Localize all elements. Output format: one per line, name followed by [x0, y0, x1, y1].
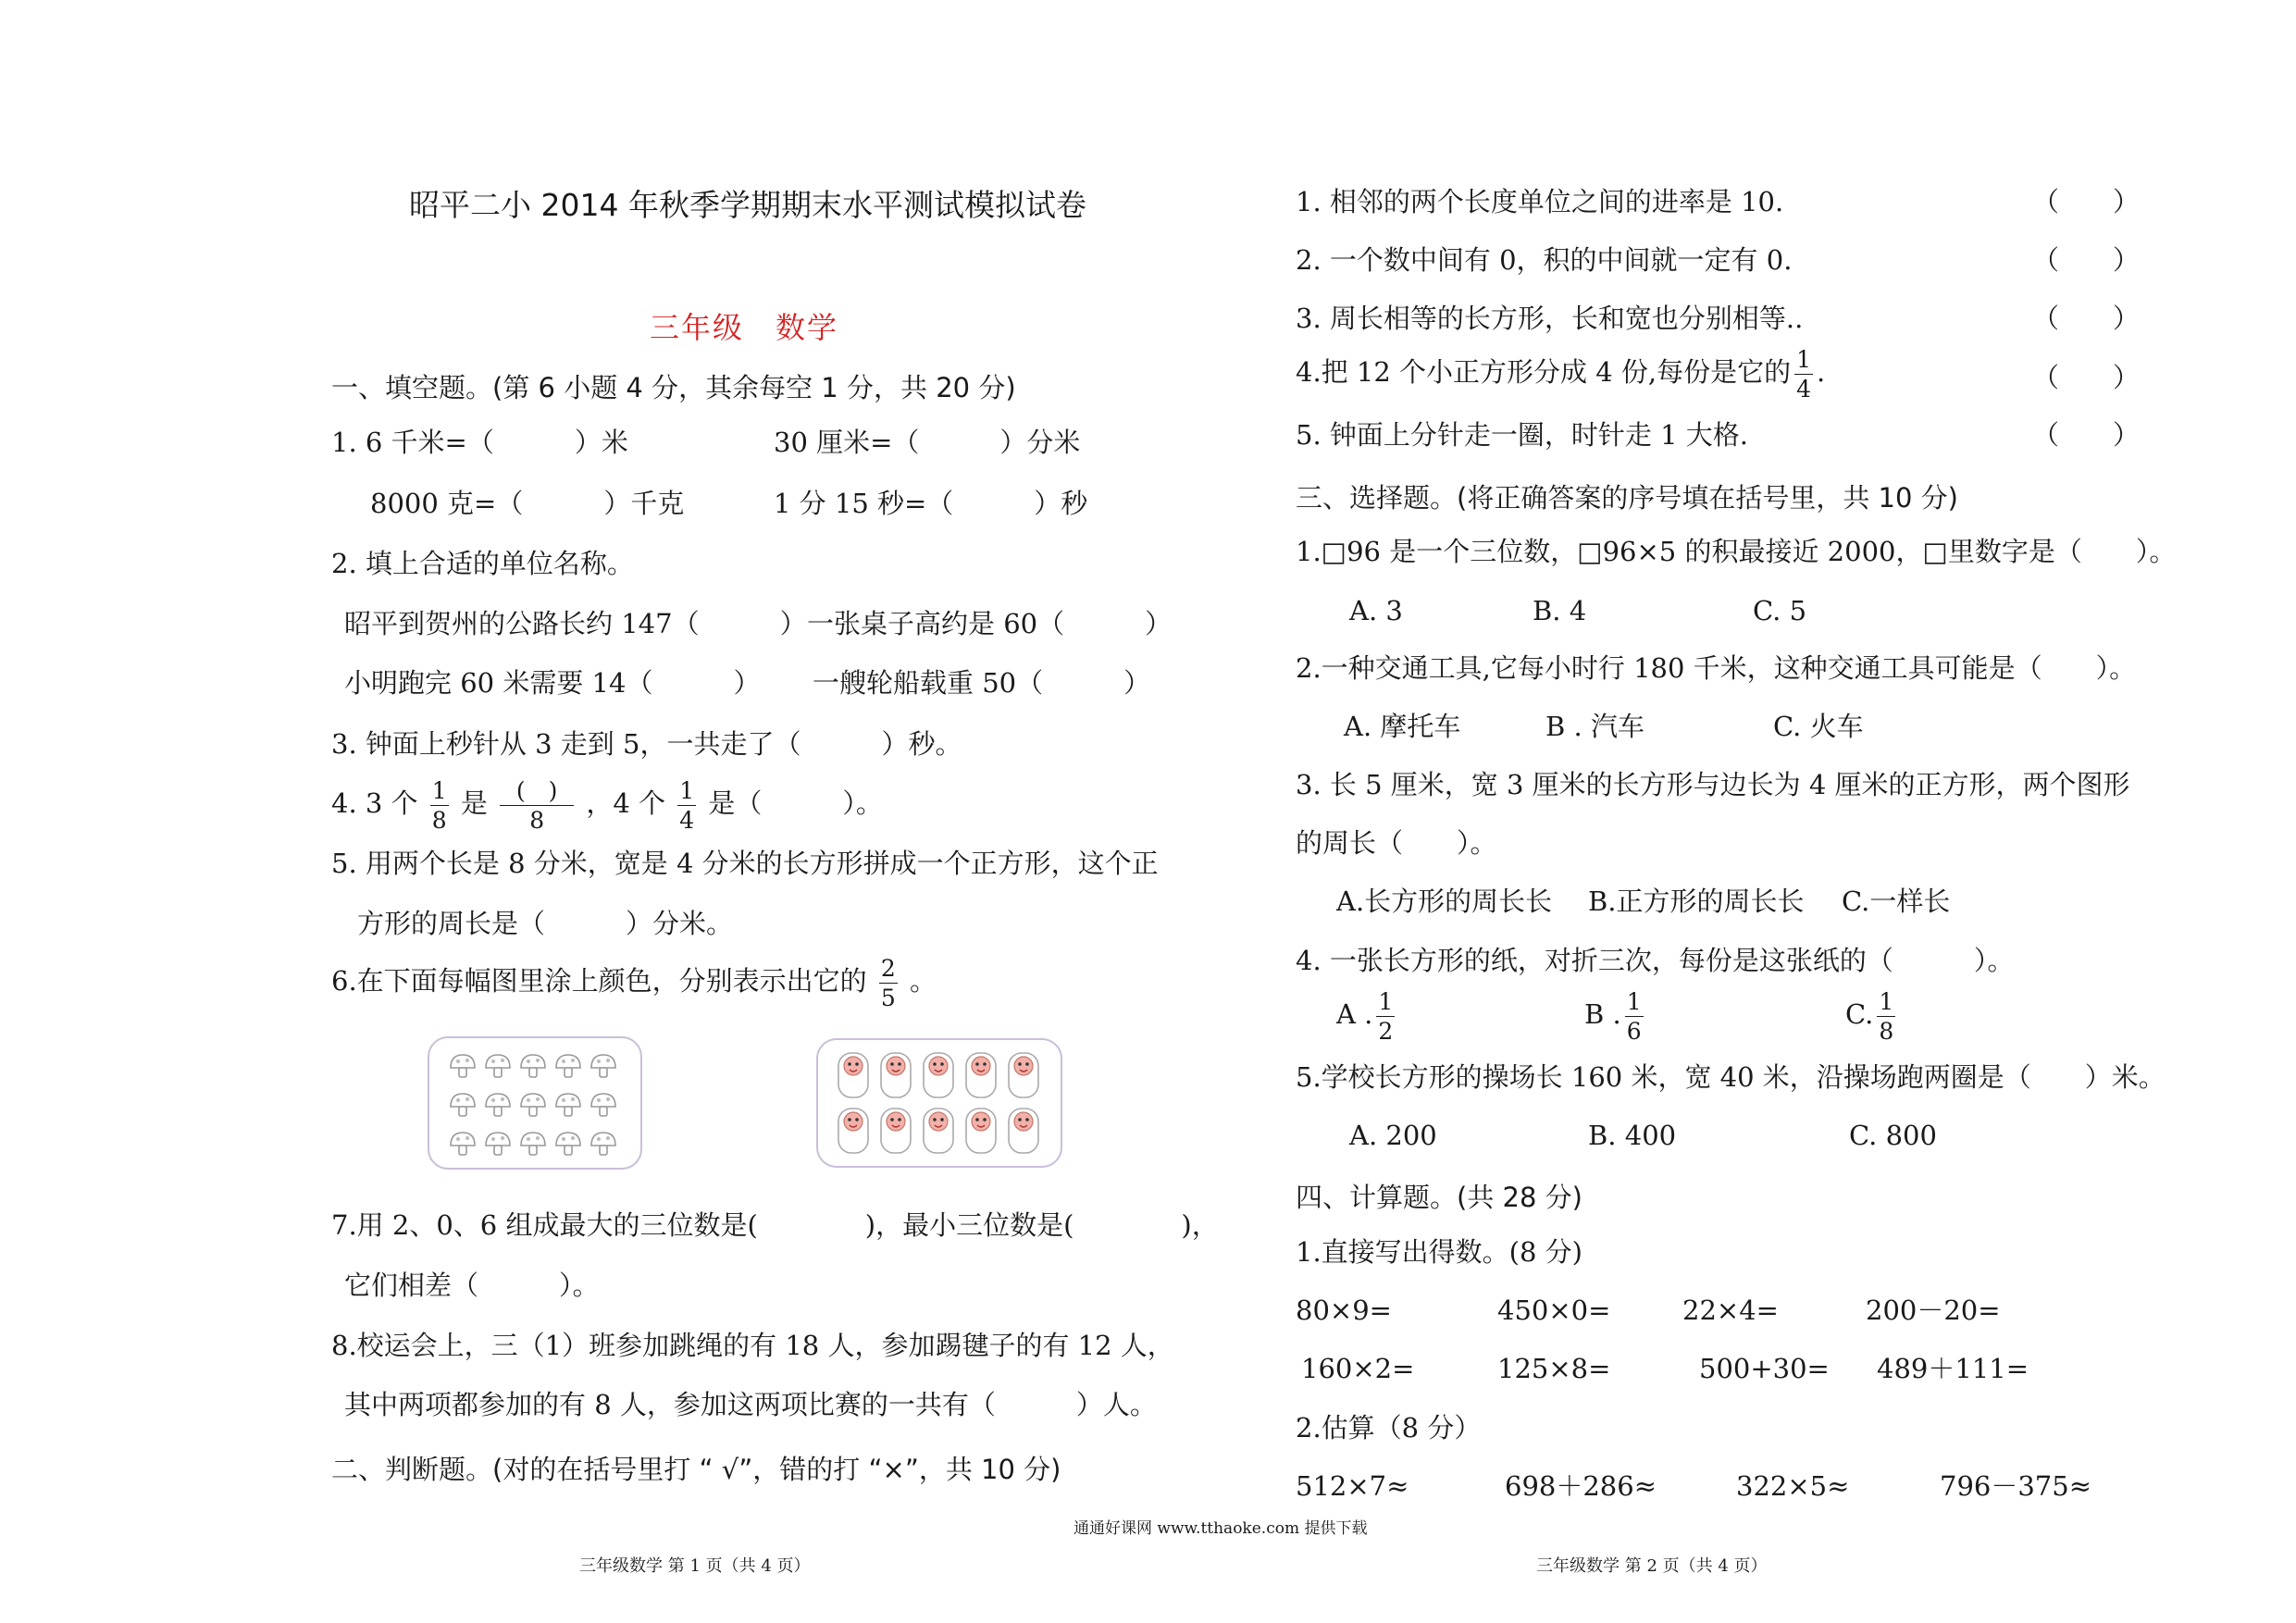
judge-5-paren: （ ） [2032, 419, 2141, 451]
q4-fraction-3: $\frac{1}{4}$ [679, 776, 695, 834]
calc-2-header: 2.估算（8 分） [1296, 1412, 1482, 1443]
section-1-header: 一、填空题。(第 6 小题 4 分，其余每空 1 分，共 20 分) [331, 372, 1016, 403]
choice-4-a [1336, 986, 1398, 1043]
calc-1-r1-c4: 200－20= [1866, 1295, 2001, 1326]
choice-5: 5.学校长方形的操场长 160 米，宽 40 米，沿操场跑两圈是（ ）米。 [1296, 1061, 2166, 1093]
choice-4-a-fraction: $\frac{1}{2}$ [1378, 987, 1394, 1045]
q5-b: 方形的周长是（ ）分米。 [357, 908, 734, 939]
judge-4-pre: 4.把 12 个小正方形分成 4 份,每份是它的 [1296, 356, 1792, 388]
choice-4-b [1584, 986, 1647, 1043]
q1-b: 30 厘米=（ ）分米 [774, 427, 1081, 458]
mushroom-icon [451, 1055, 615, 1155]
section-4-header: 四、计算题。(共 28 分) [1296, 1182, 1582, 1213]
q4-fraction-1: $\frac{1}{8}$ [431, 776, 447, 834]
calc-1-r2-c2: 125×8= [1497, 1353, 1611, 1384]
face-card-icon [838, 1053, 1038, 1153]
q6-pre: 6.在下面每幅图里涂上颜色，分别表示出它的 [331, 965, 867, 997]
q6-end: 。 [910, 965, 937, 997]
q4-mid-2: ，4 个 [586, 787, 666, 819]
q1-d: 1 分 15 秒=（ ）秒 [774, 488, 1088, 519]
q2-a: 昭平到贺州的公路长约 147（ ） [344, 608, 807, 639]
choice-3-b-line: 的周长（ ）。 [1296, 827, 1497, 859]
q2: 2. 填上合适的单位名称。 [331, 548, 634, 579]
choice-4-b-fraction: $\frac{1}{6}$ [1626, 987, 1642, 1045]
q1-a: 1. 6 千米=（ ）米 [331, 427, 628, 458]
q2-b: 一张桌子高约是 60（ ） [807, 608, 1173, 639]
calc-1-r1-c1: 80×9= [1296, 1295, 1392, 1326]
calc-1-r2-c3: 500+30= [1699, 1353, 1830, 1384]
q8-a: 8.校运会上，三（1）班参加跳绳的有 18 人，参加踢毽子的有 12 人， [331, 1330, 1174, 1361]
left-page-footer: 三年级数学 第 1 页（共 4 页） [579, 1556, 811, 1576]
calc-1-header: 1.直接写出得数。(8 分) [1296, 1236, 1582, 1268]
calc-1-r1-c3: 22×4= [1682, 1295, 1779, 1326]
choice-3-opt-a: A.长方形的周长长 [1336, 886, 1553, 917]
mushroom-picture [428, 1036, 642, 1170]
choice-2-b: B . 汽车 [1545, 711, 1644, 742]
choice-3-opt-b: B.正方形的周长长 [1588, 886, 1805, 917]
choice-4-a-label: A . [1336, 998, 1373, 1030]
judge-5: 5. 钟面上分针走一圈，时针走 1 大格. [1296, 419, 1748, 451]
q1-c: 8000 克=（ ）千克 [370, 488, 685, 519]
q4-pre: 4. 3 个 [331, 787, 418, 819]
mushroom-grid [429, 1038, 640, 1168]
q2-d: 一艘轮船载重 50（ ） [813, 667, 1151, 699]
calc-1-r2-c1: 160×2= [1301, 1353, 1415, 1384]
judge-2-paren: （ ） [2032, 244, 2141, 276]
calc-2-r1-c2: 698＋286≈ [1505, 1470, 1657, 1502]
section-3-header: 三、选择题。(将正确答案的序号填在括号里，共 10 分) [1296, 482, 1958, 514]
q4 [331, 775, 883, 832]
choice-3-opt-c: C.一样长 [1842, 886, 1951, 917]
judge-2: 2. 一个数中间有 0，积的中间就一定有 0. [1296, 244, 1793, 276]
choice-1-a: A. 3 [1349, 595, 1403, 626]
q4-mid-1: 是 [460, 787, 488, 819]
choice-3-a-line: 3. 长 5 厘米，宽 3 厘米的长方形与边长为 4 厘米的正方形，两个图形 [1296, 769, 2130, 800]
choice-5-a: A. 200 [1349, 1120, 1437, 1151]
q5-a: 5. 用两个长是 8 分米，宽是 4 分米的长方形拼成一个正方形，这个正 [331, 848, 1159, 879]
judge-3: 3. 周长相等的长方形，长和宽也分别相等.. [1296, 303, 1804, 334]
calc-1-r2-c4: 489＋111= [1877, 1353, 2029, 1384]
judge-1-paren: （ ） [2032, 186, 2141, 217]
q6 [331, 953, 937, 1010]
q8-b: 其中两项都参加的有 8 人，参加这两项比赛的一共有（ ）人。 [344, 1389, 1157, 1420]
section-2-header: 二、判断题。(对的在括号里打 “ √”，错的打 “×”，共 10 分) [331, 1454, 1061, 1485]
choice-2-a: A. 摩托车 [1344, 711, 1461, 742]
judge-4-end: . [1817, 356, 1826, 388]
judge-4 [1296, 344, 1825, 401]
choice-1-c: C. 5 [1753, 595, 1807, 626]
watermark-footer: 通通好课网 www.tthaoke.com 提供下载 [1074, 1519, 1368, 1538]
choice-4-b-label: B . [1584, 998, 1621, 1030]
q6-fraction: $\frac{2}{5}$ [880, 954, 896, 1011]
judge-1: 1. 相邻的两个长度单位之间的进率是 10. [1296, 186, 1784, 217]
choice-4-c-fraction: $\frac{1}{8}$ [1879, 987, 1894, 1045]
choice-1: 1.□96 是一个三位数，□96×5 的积最接近 2000，□里数字是（ ）。 [1296, 536, 2177, 567]
choice-4-c-label: C. [1845, 998, 1874, 1030]
calc-2-r1-c1: 512×7≈ [1296, 1470, 1409, 1502]
calc-2-r1-c3: 322×5≈ [1736, 1470, 1850, 1502]
q2-c: 小明跑完 60 米需要 14（ ） [344, 667, 761, 699]
exam-subtitle: 三年级 数学 [650, 310, 839, 345]
face-grid [818, 1040, 1061, 1166]
q4-fraction-2: $\frac{( )}{8}$ [500, 779, 574, 832]
choice-5-c: C. 800 [1849, 1120, 1937, 1151]
right-page-footer: 三年级数学 第 2 页（共 4 页） [1536, 1556, 1768, 1576]
choice-5-b: B. 400 [1588, 1120, 1677, 1151]
choice-2: 2.一种交通工具,它每小时行 180 千米，这种交通工具可能是（ ）。 [1296, 652, 2137, 684]
face-picture [816, 1038, 1062, 1168]
q4-end: 是（ ）。 [708, 787, 883, 819]
exam-title: 昭平二小 2014 年秋季学期期末水平测试模拟试卷 [409, 187, 1086, 223]
choice-1-b: B. 4 [1533, 595, 1587, 626]
q7-a: 7.用 2、0、6 组成最大的三位数是( )，最小三位数是( )， [331, 1209, 1219, 1241]
q3: 3. 钟面上秒针从 3 走到 5，一共走了（ ）秒。 [331, 728, 962, 760]
choice-4-c [1845, 986, 1899, 1043]
q7-b: 它们相差（ ）。 [344, 1270, 600, 1301]
judge-3-paren: （ ） [2032, 303, 2141, 334]
calc-1-r1-c2: 450×0= [1497, 1295, 1611, 1326]
choice-2-c: C. 火车 [1773, 711, 1864, 742]
choice-4: 4. 一张长方形的纸，对折三次，每份是这张纸的（ ）。 [1296, 945, 2015, 976]
calc-2-r1-c4: 796－375≈ [1940, 1470, 2092, 1502]
judge-4-paren: （ ） [2032, 362, 2141, 393]
judge-4-fraction: $\frac{1}{4}$ [1796, 345, 1812, 403]
